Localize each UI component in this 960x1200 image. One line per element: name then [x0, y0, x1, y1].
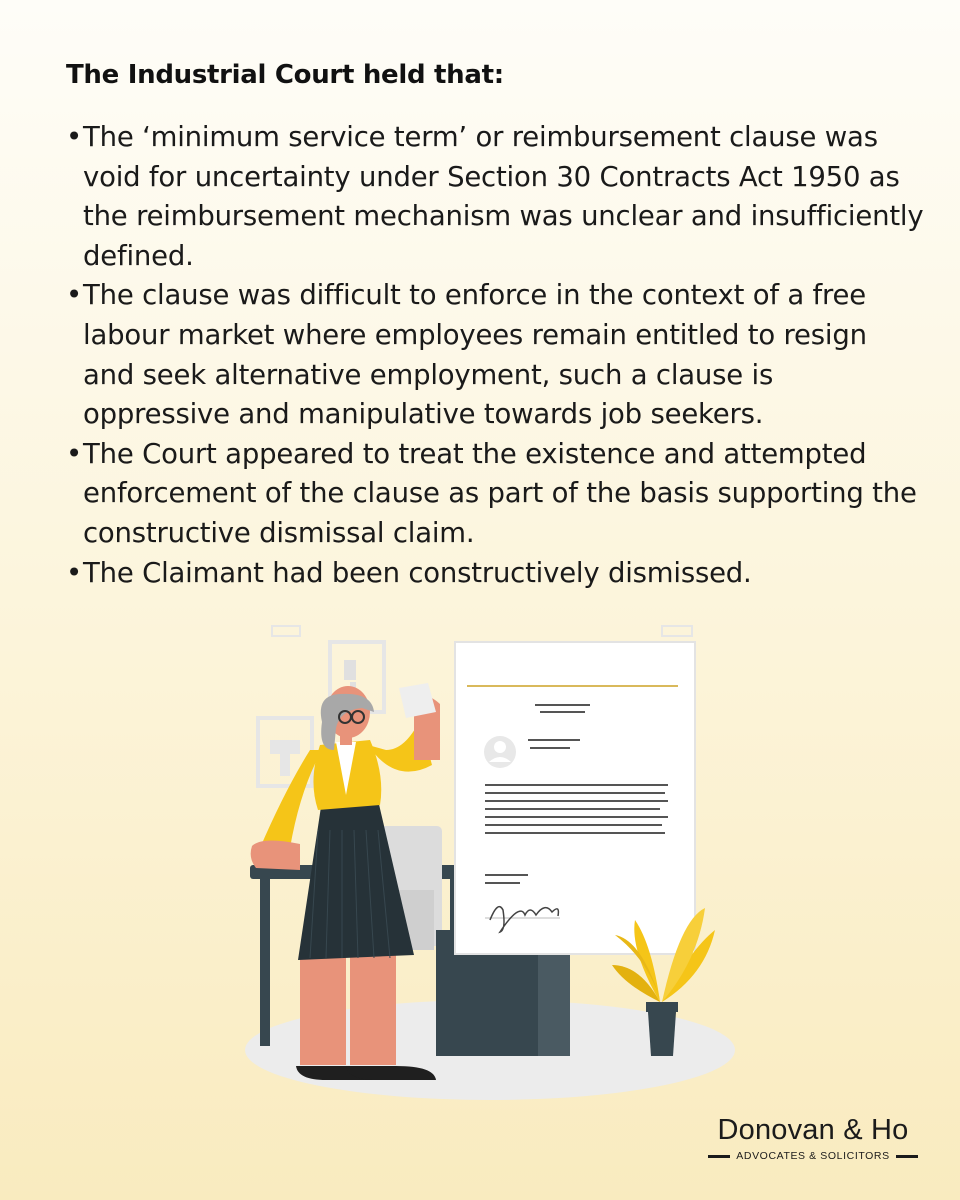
- logo-rule-right: [896, 1155, 918, 1158]
- document-poster: [455, 642, 695, 954]
- bullet-icon: •: [66, 556, 83, 589]
- firm-tagline: ADVOCATES & SOLICITORS: [736, 1150, 890, 1162]
- holding-text-1: The ‘minimum service term’ or reimbursement clause was void for uncertainty under Section 30 Contracts Act 1950 as the reimbursement mechanism was unclear and insufficiently defined.: [83, 121, 924, 272]
- bullet-icon: •: [66, 279, 83, 312]
- holding-item-3: [66, 435, 926, 554]
- bullet-icon: •: [66, 121, 83, 153]
- logo-rule-left: [708, 1155, 730, 1158]
- holding-item-1: [66, 118, 926, 276]
- holding-item-2: [66, 276, 926, 434]
- holding-text-3: The Court appeared to treat the existence and attempted enforcement of the clause as part of the basis supporting the constructive dismissal claim.: [83, 437, 917, 549]
- page-heading: The Industrial Court held that:: [66, 60, 504, 90]
- firm-name: Donovan & Ho: [717, 1114, 909, 1146]
- woman-holding-document-illustration: [0, 600, 960, 1120]
- holding-item-4: [66, 554, 926, 594]
- holdings-list: [66, 118, 926, 593]
- firm-logo: [700, 1112, 926, 1162]
- holding-text-2: The clause was difficult to enforce in the context of a free labour market where employees remain entitled to resign and seek alternative employment, such a clause is oppressive and manipulative towards job seekers.: [83, 279, 867, 431]
- bullet-icon: •: [66, 437, 83, 470]
- holding-text-4: The Claimant had been constructively dismissed.: [83, 556, 752, 589]
